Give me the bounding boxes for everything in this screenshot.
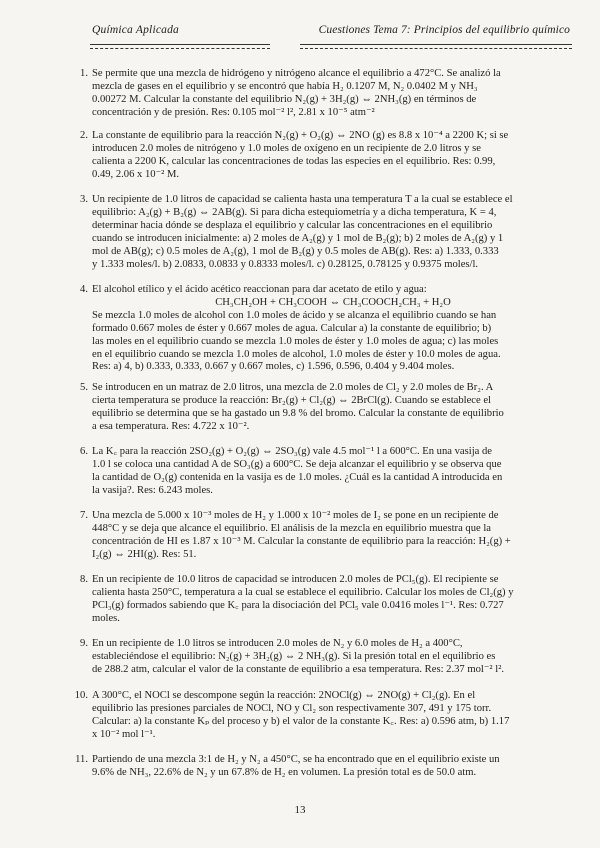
question-text-line: determinar hacia dónde se desplaza el equilibrio y calcular las concentraciones en el equilibrio bbox=[92, 219, 493, 231]
question-number: 6. bbox=[80, 446, 88, 457]
question-text-line: moles. bbox=[92, 612, 120, 624]
question-text-line: las moles en el equilibrio cuando se mezcla 1.0 moles de éster y 1.0 moles de agua; c) las moles bbox=[92, 335, 499, 347]
question-text-line: I₂(g) ⇔ 2HI(g). Res: 51. bbox=[92, 548, 197, 560]
question-text-line: estableciéndose el equilibrio: N₂(g) + 3H₂(g) ⇔ 2 NH₃(g). Si la presión total en el equilibrio es bbox=[92, 650, 496, 662]
question-text-line: a esa temperatura. Res: 4.722 x 10⁻². bbox=[92, 420, 250, 432]
question-text-line: la cantidad de O₂(g) contenida en la vasija es de 1.0 moles. ¿Cuál es la cantidad A introducida en bbox=[92, 471, 503, 483]
question-item bbox=[80, 68, 574, 120]
question-item bbox=[80, 382, 574, 434]
question-text-line: El alcohol etílico y el ácido acético reaccionan para dar acetato de etilo y agua: bbox=[92, 284, 427, 295]
question-text-line: x 10⁻² mol l⁻¹. bbox=[92, 728, 156, 740]
header-rule-right-2 bbox=[300, 48, 572, 49]
header-rule-left bbox=[90, 44, 270, 45]
question-text-line: Se mezcla 1.0 moles de alcohol con 1.0 moles de ácido y se alcanza el equilibrio cuando se han bbox=[92, 309, 497, 321]
page-header bbox=[92, 24, 570, 54]
question-text-line: Res: a) 4, b) 0.333, 0.333, 0.667 y 0.667 moles, c) 1.596, 0.596, 0.404 y 9.404 moles. bbox=[92, 361, 455, 373]
question-text-line: Se permite que una mezcla de hidrógeno y nitrógeno alcance el equilibrio a 472°C. Se analizó la bbox=[92, 68, 501, 79]
question-text-line: A 300°C, el NOCl se descompone según la reacción: 2NOCl(g) ⇔ 2NO(g) + Cl₂(g). En el bbox=[92, 690, 476, 701]
question-item bbox=[80, 130, 574, 182]
question-text-line: introducen 2.0 moles de nitrógeno y 1.0 moles de oxígeno en un recipiente de 2.0 litros y se bbox=[92, 142, 481, 154]
question-text-line: 0.49, 2.06 x 10⁻² M. bbox=[92, 168, 180, 180]
question-text-line: mol de AB(g); c) 0.5 moles de A₂(g), 1 mol de B₂(g) y 0.5 moles de AB(g). Res: a) 1.333, 0.333 bbox=[92, 245, 499, 257]
question-text-line: calienta a 2200 K, calcular las concentraciones de todas las especies en el equilibrio. Res: 0.99, bbox=[92, 155, 496, 167]
question-number: 2. bbox=[80, 130, 88, 141]
question-item bbox=[80, 446, 574, 498]
chemical-equation: CH₃CH₂OH + CH₃COOH ⇔ CH₃COOCH₂CH₃ + H₂O bbox=[215, 296, 451, 308]
question-text-line: En un recipiente de 10.0 litros de capacidad se introducen 2.0 moles de PCl₅(g). El recipiente se bbox=[92, 574, 499, 585]
question-text-line: concentración y de presión. Res: 0.105 mol⁻² l², 2.81 x 10⁻⁵ atm⁻² bbox=[92, 106, 375, 118]
topic-title: Cuestiones Tema 7: Principios del equilibrio químico bbox=[318, 24, 570, 36]
question-item bbox=[80, 574, 574, 626]
question-item bbox=[80, 284, 574, 374]
question-text-line: La constante de equilibrio para la reacción N₂(g) + O₂(g) ⇔ 2NO (g) es 8.8 x 10⁻⁴ a 2200 K; si se bbox=[92, 130, 509, 141]
question-text-line: y 1.333 moles/l. b) 2.0833, 0.0833 y 0.8333 moles/l. c) 0.28125, 0.78125 y 0.9375 moles/l. bbox=[92, 258, 479, 270]
question-text-line: Un recipiente de 1.0 litros de capacidad se calienta hasta una temperatura T a la cual se establece el bbox=[92, 194, 513, 205]
question-text-line: concentración de HI es 1.87 x 10⁻³ M. Calcular la constante de equilibrio para la reacción: H₂(g) + bbox=[92, 535, 511, 547]
question-number: 7. bbox=[80, 510, 88, 521]
header-rule-left-2 bbox=[90, 48, 270, 49]
question-text-line: 1.0 l se coloca una cantidad A de SO₃(g) a 600°C. Se deja alcanzar el equilibrio y se observa que bbox=[92, 458, 502, 470]
question-text-line: en el equilibrio cuando se mezcla 1.0 moles de alcohol, 1.0 moles de éster y 10.0 moles de agua. bbox=[92, 348, 501, 360]
header-rule-right bbox=[300, 44, 572, 45]
question-text-line: equilibrio se determina que se ha gastado un 9.8 % del bromo. Calcular la constante de equilibrio bbox=[92, 407, 504, 419]
question-text-line: 448°C y se deja que alcance el equilibrio. El análisis de la mezcla en equilibrio muestra que la bbox=[92, 522, 492, 534]
question-number: 11. bbox=[75, 754, 88, 765]
question-number: 9. bbox=[80, 638, 88, 649]
question-number: 5. bbox=[80, 382, 88, 393]
question-text-line: Se introducen en un matraz de 2.0 litros, una mezcla de 2.0 moles de Cl₂ y 2.0 moles de Br₂. A bbox=[92, 382, 494, 393]
question-text-line: cierta temperatura se produce la reacción: Br₂(g) + Cl₂(g) ⇔ 2BrCl(g). Cuando se establece el bbox=[92, 394, 491, 406]
question-item bbox=[80, 638, 574, 677]
question-number: 10. bbox=[74, 690, 88, 701]
question-text-line: Calcular: a) la constante Kₚ del proceso y b) el valor de la constante K꜀. Res: a) 0.596 atm, b) 1.17 bbox=[92, 715, 510, 727]
course-title: Química Aplicada bbox=[92, 24, 179, 36]
question-text-line: cuando se introducen inicialmente: a) 2 moles de A₂(g) y 1 mol de B₂(g); b) 2 moles de A₂(g) y 1 bbox=[92, 232, 504, 244]
question-item bbox=[75, 754, 574, 780]
question-text-line: PCl₃(g) formados sabiendo que K꜀ para la disociación del PCl₅ vale 0.0416 moles l⁻¹. Res: 0.727 bbox=[92, 599, 504, 611]
question-item bbox=[74, 690, 574, 742]
question-text-line: de 288.2 atm, calcular el valor de la constante de equilibrio a esa temperatura. Res: 2.37 mol⁻² l². bbox=[92, 663, 505, 675]
question-text-line: formado 0.667 moles de éster y 0.667 moles de agua. Calcular a) la constante de equilibrio; b) bbox=[92, 322, 492, 334]
question-text-line: 0.00272 M. Calcular la constante del equilibrio N₂(g) + 3H₂(g) ⇔ 2NH₃(g) en términos de bbox=[92, 93, 477, 105]
question-text-line: En un recipiente de 1.0 litros se introducen 2.0 moles de N₂ y 6.0 moles de H₂ a 400°C, bbox=[92, 638, 463, 649]
question-text-line: la vasija?. Res: 6.243 moles. bbox=[92, 484, 213, 496]
question-text-line: equilibrio: A₂(g) + B₂(g) ⇔ 2AB(g). Si para dicha estequiometría y a dicha temperatura, K = 4, bbox=[92, 206, 497, 218]
question-item bbox=[80, 194, 574, 271]
question-number: 3. bbox=[80, 194, 88, 205]
question-item bbox=[80, 510, 574, 562]
question-number: 8. bbox=[80, 574, 88, 585]
question-number: 1. bbox=[80, 68, 88, 79]
question-text-line: Una mezcla de 5.000 x 10⁻³ moles de H₂ y 1.000 x 10⁻² moles de I₂ se pone en un recipiente de bbox=[92, 510, 499, 521]
question-number: 4. bbox=[80, 284, 88, 295]
question-text-line: La K꜀ para la reacción 2SO₂(g) + O₂(g) ⇔ 2SO₃(g) vale 4.5 mol⁻¹ l a 600°C. En una vasija de bbox=[92, 446, 492, 457]
question-text-line: equilibrio las presiones parciales de NOCl, NO y Cl₂ son respectivamente 307, 491 y 175 torr. bbox=[92, 702, 492, 714]
question-text-line: 9.6% de NH₃, 22.6% de N₂ y un 67.8% de H₂ en volumen. La presión total es de 50.0 atm. bbox=[92, 766, 477, 778]
page-number: 13 bbox=[294, 804, 306, 816]
question-text-line: Partiendo de una mezcla 3:1 de H₂ y N₂ a 450°C, se ha encontrado que en el equilibrio existe un bbox=[92, 754, 500, 765]
question-text-line: calienta hasta 250°C, temperatura a la cual se establece el equilibrio. Calcular los moles de Cl₂(g) y bbox=[92, 586, 514, 598]
question-text-line: mezcla de gases en el equilibrio y se encontró que había H₂ 0.1207 M, N₂ 0.0402 M y NH₃ bbox=[92, 80, 478, 92]
